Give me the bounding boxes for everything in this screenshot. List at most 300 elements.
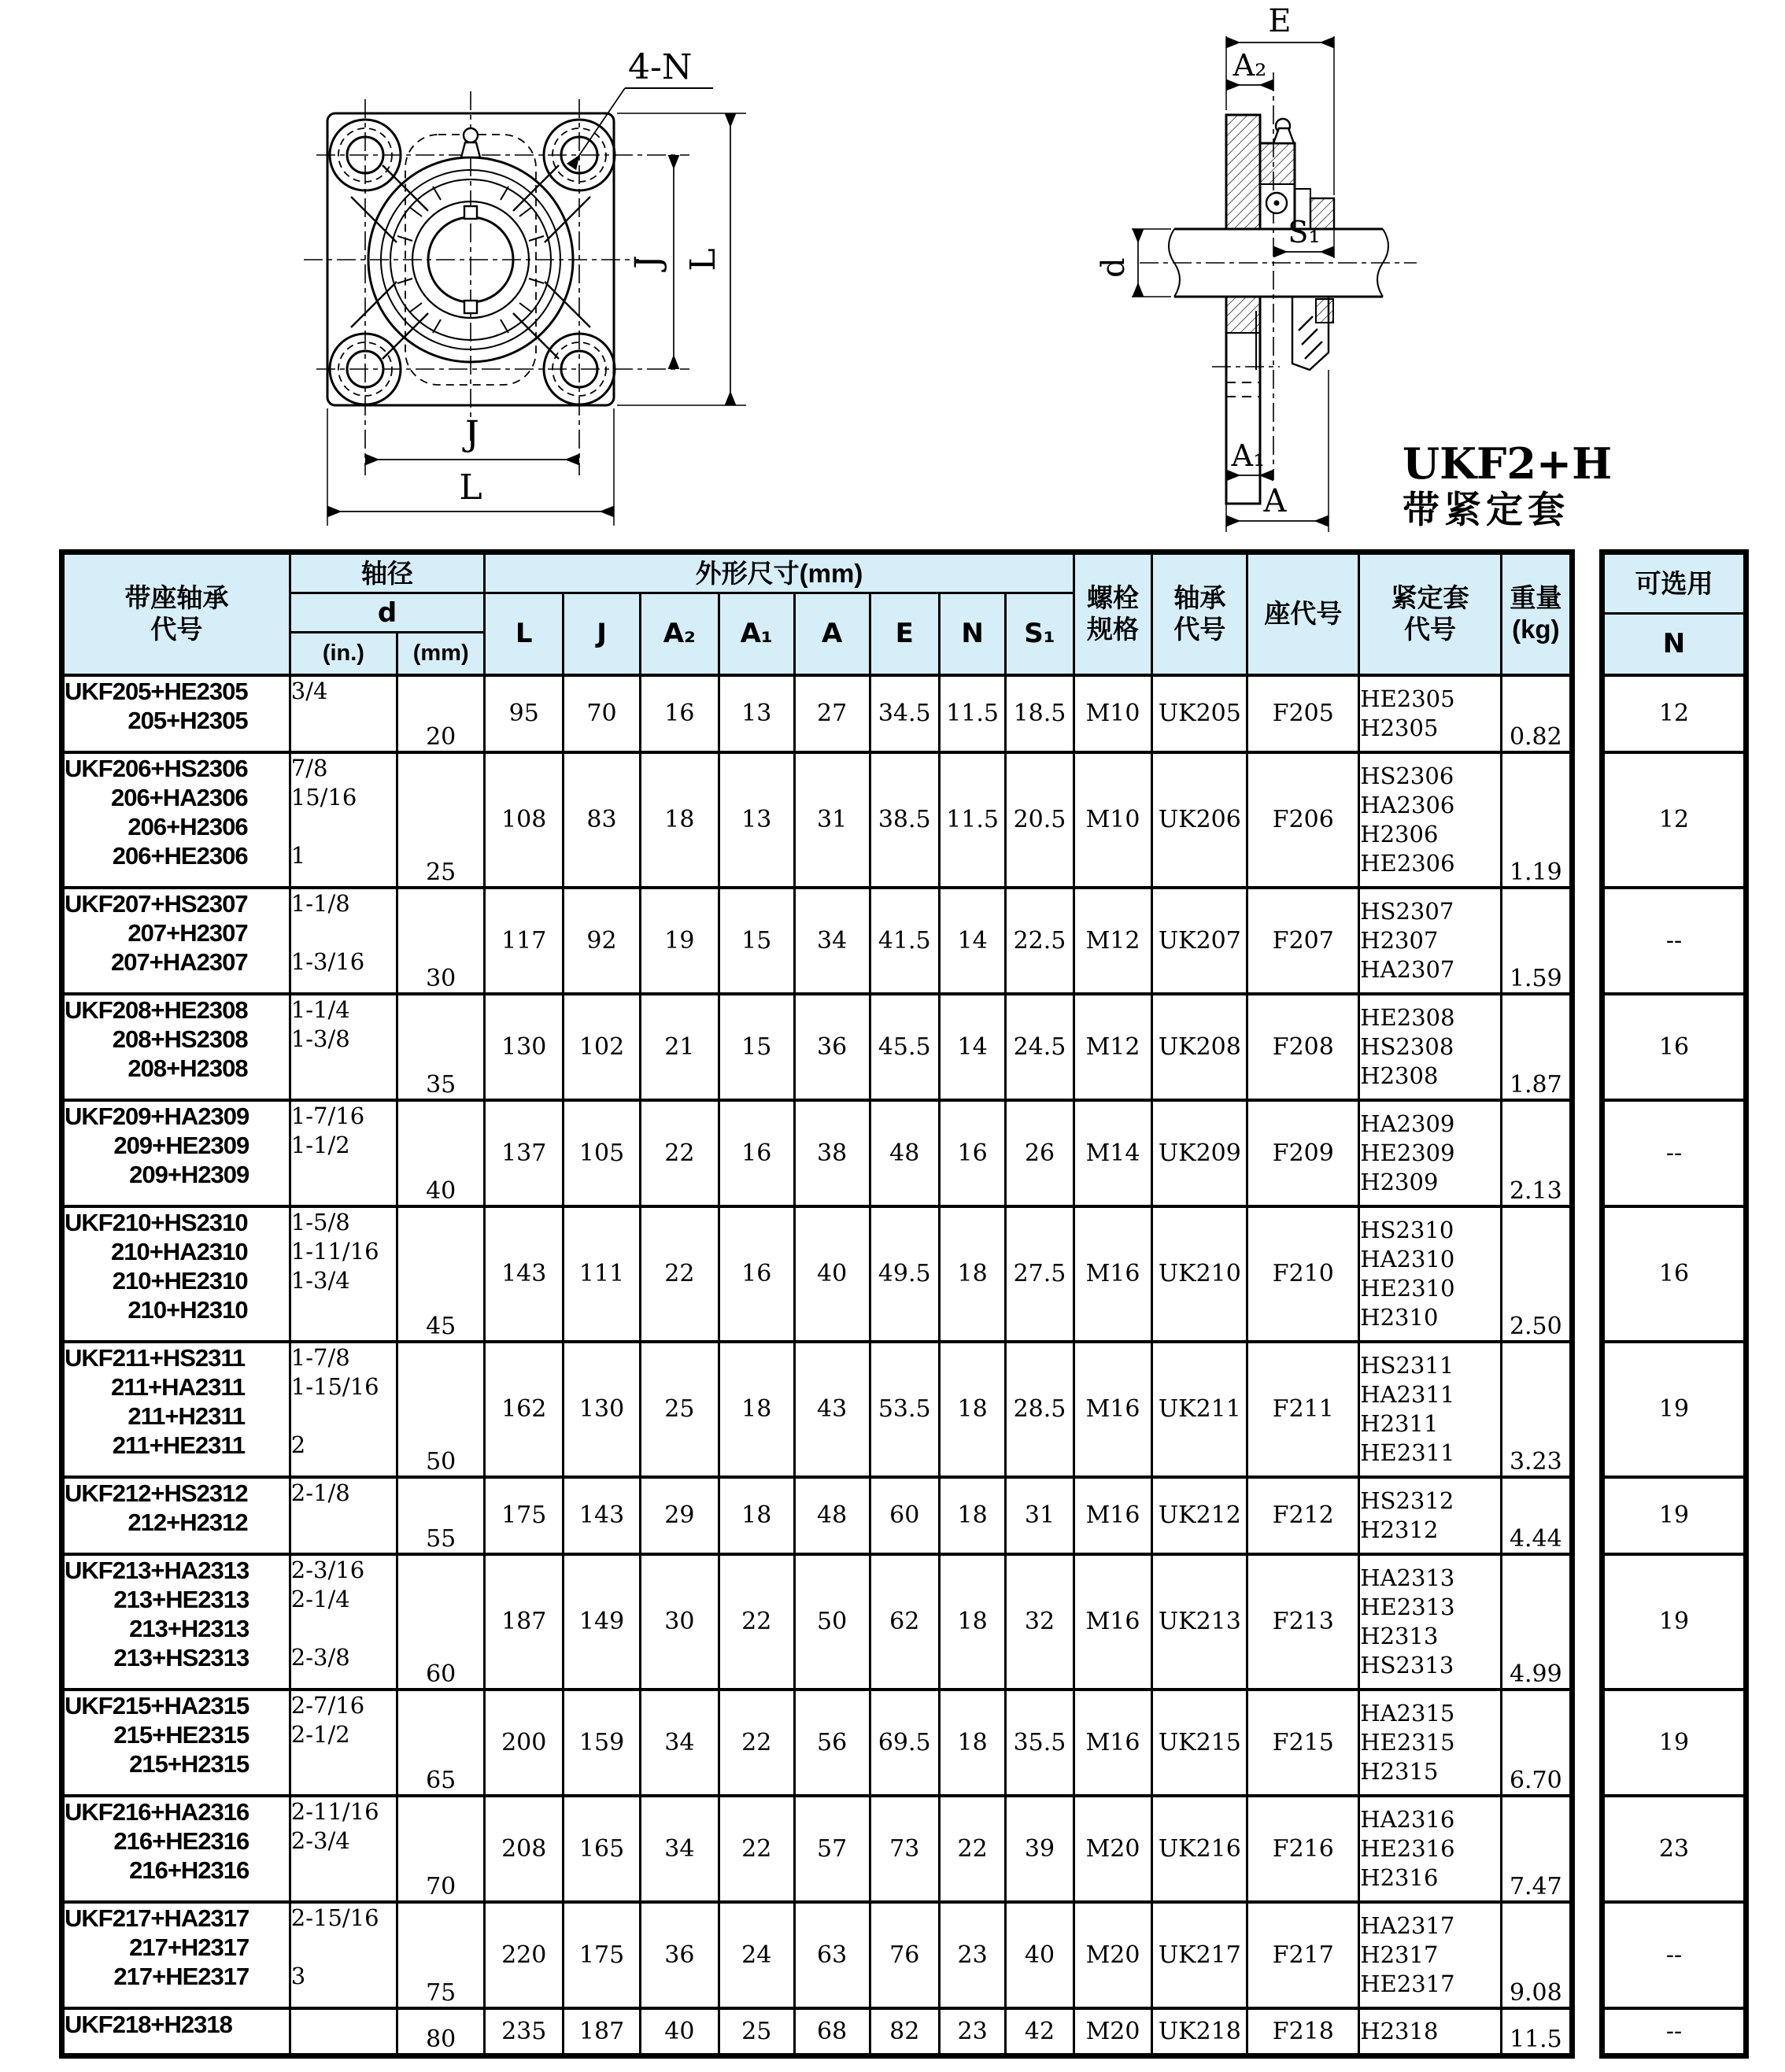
sleeve-line: HE2306 (1360, 849, 1455, 877)
code-line: 208+H2308 (128, 1054, 248, 1082)
dim-A2-value: 29 (640, 1477, 719, 1554)
shaft-diameter-inch (290, 888, 397, 994)
code-line: 211+H2311 (128, 1402, 246, 1430)
code-line: 206+HE2306 (112, 841, 248, 870)
dim-S1-value: 24.5 (1006, 994, 1074, 1100)
sleeve-line: HA2316 (1360, 1805, 1455, 1833)
table-row (62, 2008, 1572, 2056)
dim-L-value: 187 (485, 1554, 564, 1690)
bearing-unit-codes (62, 675, 290, 752)
bearing-unit-codes-lines (65, 1208, 248, 1324)
sleeve-line: HS2306 (1360, 762, 1454, 789)
flange-unit-front-view-drawing (260, 16, 763, 551)
table-body (62, 675, 1572, 2056)
code-line: 216+H2316 (129, 1856, 249, 1884)
inch-line: 1-7/8 (290, 1343, 350, 1371)
sleeve-line: HS2310 (1360, 1216, 1454, 1243)
dim-E-value: 69.5 (870, 1690, 939, 1796)
boss-hatch (1260, 143, 1295, 184)
dim-E-value: 48 (870, 1100, 939, 1206)
dim-A-value: 63 (794, 1902, 870, 2008)
col-header-A2: A₂ (640, 593, 719, 675)
bearing-code: UK211 (1152, 1342, 1247, 1477)
dimension-lines (327, 88, 730, 512)
dim-S1-value: 20.5 (1006, 752, 1074, 888)
optional-table-row (1602, 1796, 1746, 1902)
series-caption-line2: 带紧定套 (1402, 489, 1569, 532)
dim-N-value: 18 (939, 1477, 1005, 1554)
col-header-J: J (564, 593, 641, 675)
shaft-diameter-inch (290, 675, 397, 752)
dim-J-value: 111 (564, 1206, 641, 1342)
shaft-diameter-mm: 65 (397, 1690, 485, 1796)
inch-line: 2-1/4 (290, 1585, 350, 1612)
dim-A-value: 36 (794, 994, 870, 1100)
bearing-code: UK215 (1152, 1690, 1247, 1796)
inch-line: 2 (290, 1431, 306, 1458)
sleeve-codes (1359, 888, 1501, 994)
inch-line (291, 918, 396, 947)
housing-code: F217 (1247, 1902, 1359, 2008)
bolt-size: M20 (1074, 2008, 1152, 2056)
bearing-unit-codes-lines (65, 2010, 232, 2039)
inch-line: 1-1/8 (290, 889, 350, 917)
inch-line: 1-11/16 (290, 1237, 379, 1265)
sleeve-line: HE2305 (1360, 685, 1455, 712)
code-line: UKF217+HA2317 (65, 1904, 249, 1932)
bearing-unit-codes (62, 2008, 290, 2056)
shaft-diameter-mm: 75 (397, 1902, 485, 2008)
code-line: 213+HS2313 (113, 1643, 249, 1671)
bearing-unit-codes-lines (65, 1343, 245, 1460)
optional-table-row (1602, 675, 1746, 752)
table-row (62, 1690, 1572, 1796)
dim-J-value: 130 (564, 1342, 641, 1477)
code-line: UKF207+HS2307 (65, 889, 248, 918)
dim-label-l-right: L (683, 248, 723, 271)
sleeve-line: HA2317 (1360, 1911, 1455, 1939)
col-header-L: L (485, 593, 564, 675)
weight-value: 6.70 (1501, 1690, 1572, 1796)
col-header-d: d (290, 593, 485, 633)
dim-S1-value: 26 (1006, 1100, 1074, 1206)
sleeve-line: H2315 (1360, 1757, 1439, 1785)
dim-N-value: 22 (939, 1796, 1005, 1902)
bolt-size: M12 (1074, 994, 1152, 1100)
dim-S1-value: 40 (1006, 1902, 1074, 2008)
code-line: 215+HE2315 (113, 1720, 249, 1749)
sleeve-line: HA2306 (1360, 791, 1455, 818)
sleeve-line: HA2315 (1360, 1699, 1455, 1727)
code-line: 211+HE2311 (112, 1431, 246, 1459)
inch-line: 2-11/16 (290, 1797, 379, 1825)
bolt-size: M12 (1074, 888, 1152, 994)
inch-line: 3/4 (290, 677, 328, 704)
sleeve-codes (1359, 2008, 1501, 2056)
bearing-code: UK208 (1152, 994, 1247, 1100)
col-header-N: N (939, 593, 1005, 675)
dim-L-value: 162 (485, 1342, 564, 1477)
bearing-unit-codes-lines (65, 1904, 249, 1991)
dim-A-value: 48 (794, 1477, 870, 1554)
bearing-unit-codes-lines (65, 754, 248, 870)
dim-A-value: 50 (794, 1554, 870, 1690)
flange-unit-section-view-drawing (1086, 8, 1731, 543)
dim-J-value: 159 (564, 1690, 641, 1796)
shaft-diameter-mm: 40 (397, 1100, 485, 1206)
col-header-bearing-code: 轴承 代号 (1152, 552, 1247, 675)
optional-n-value: 19 (1602, 1554, 1746, 1690)
code-line: 207+H2307 (128, 918, 248, 947)
shaft-diameter-mm: 30 (397, 888, 485, 994)
optional-table-body (1602, 675, 1746, 2056)
optional-table-row (1602, 1342, 1746, 1477)
code-line: UKF213+HA2313 (65, 1556, 249, 1584)
weight-value: 1.19 (1501, 752, 1572, 888)
spec-tables (59, 549, 1749, 2059)
shaft-diameter-inch (290, 1902, 397, 2008)
sleeve-codes (1359, 1902, 1501, 2008)
bearing-unit-codes-lines (65, 1691, 249, 1778)
dim-E-value: 73 (870, 1796, 939, 1902)
optional-table-row (1602, 1902, 1746, 2008)
dim-L-value: 200 (485, 1690, 564, 1796)
sleeve-codes (1359, 1796, 1501, 1902)
bearing-unit-codes-lines (65, 677, 248, 735)
shaft-diameter-inch (290, 1690, 397, 1796)
bearing-unit-codes (62, 1554, 290, 1690)
inch-line (291, 1614, 396, 1643)
dim-A1-value: 22 (719, 1690, 794, 1796)
optional-table-row (1602, 1554, 1746, 1690)
dim-A2-value: 40 (640, 2008, 719, 2056)
inch-line: 2-3/8 (290, 1643, 350, 1671)
dim-E-value: 45.5 (870, 994, 939, 1100)
code-line: 206+HA2306 (111, 783, 248, 811)
col-header-S1: S₁ (1006, 593, 1074, 675)
inch-line: 2-7/16 (290, 1691, 365, 1719)
dim-L-value: 220 (485, 1902, 564, 2008)
weight-value: 11.5 (1501, 2008, 1572, 2056)
code-line: UKF215+HA2315 (65, 1691, 249, 1719)
dim-A1-value: 16 (719, 1206, 794, 1342)
dim-S1-value: 18.5 (1006, 675, 1074, 752)
weight-value: 2.50 (1501, 1206, 1572, 1342)
dim-N-value: 18 (939, 1554, 1005, 1690)
sleeve-codes (1359, 1342, 1501, 1477)
bearing-unit-codes (62, 1206, 290, 1342)
sleeve-line: H2312 (1360, 1516, 1439, 1543)
dim-A2-value: 21 (640, 994, 719, 1100)
dim-L-value: 137 (485, 1100, 564, 1206)
code-line: 205+H2305 (128, 706, 248, 734)
table-header (62, 552, 1572, 675)
shaft-diameter-mm: 20 (397, 675, 485, 752)
inch-line: 1-1/4 (290, 995, 350, 1023)
table-row (62, 1100, 1572, 1206)
bearing-unit-codes-lines (65, 1556, 249, 1672)
col-header-E: E (870, 593, 939, 675)
dim-A1-value: 24 (719, 1902, 794, 2008)
housing-code: F206 (1247, 752, 1359, 888)
dim-N-value: 23 (939, 2008, 1005, 2056)
shaft-diameter-mm: 80 (397, 2008, 485, 2056)
inch-line: 1-1/2 (290, 1131, 350, 1158)
sleeve-line: HE2309 (1360, 1139, 1455, 1166)
bearing-unit-codes-lines (65, 1102, 249, 1189)
optional-n-value: 19 (1602, 1477, 1746, 1554)
dim-label-s1: S₁ (1288, 215, 1321, 249)
dim-J-value: 175 (564, 1902, 641, 2008)
inch-line: 1-5/8 (290, 1208, 350, 1235)
ball-center (1274, 201, 1280, 206)
inch-line: 2-1/8 (290, 1479, 350, 1506)
housing-code: F207 (1247, 888, 1359, 994)
inch-line: 1-7/16 (290, 1102, 365, 1129)
code-line: 216+HE2316 (113, 1826, 249, 1855)
dim-J-value: 187 (564, 2008, 641, 2056)
weight-value: 0.82 (1501, 675, 1572, 752)
dim-A-value: 56 (794, 1690, 870, 1796)
dim-J-value: 92 (564, 888, 641, 994)
dim-A2-value: 19 (640, 888, 719, 994)
bearing-unit-codes (62, 888, 290, 994)
bearing-code: UK209 (1152, 1100, 1247, 1206)
dim-A-value: 40 (794, 1206, 870, 1342)
dim-N-value: 23 (939, 1902, 1005, 2008)
dim-A1-value: 25 (719, 2008, 794, 2056)
table-row (62, 888, 1572, 994)
bearing-code: UK207 (1152, 888, 1247, 994)
shaft-diameter-mm: 35 (397, 994, 485, 1100)
code-line: 213+H2313 (129, 1614, 249, 1642)
shaft-diameter-mm: 45 (397, 1206, 485, 1342)
shaft-diameter-mm: 25 (397, 752, 485, 888)
dim-J-value: 149 (564, 1554, 641, 1690)
shaft-diameter-mm: 50 (397, 1342, 485, 1477)
col-header-shaft-diameter: 轴径 (290, 552, 485, 593)
weight-value: 1.59 (1501, 888, 1572, 994)
col-header-sleeve-code: 紧定套 代号 (1359, 552, 1501, 675)
dim-L-value: 235 (485, 2008, 564, 2056)
dim-A2-value: 34 (640, 1796, 719, 1902)
dim-A-value: 68 (794, 2008, 870, 2056)
bolt-size: M14 (1074, 1100, 1152, 1206)
sleeve-line: HE2315 (1360, 1728, 1455, 1756)
code-line: 211+HA2311 (111, 1372, 246, 1401)
dim-A1-value: 15 (719, 888, 794, 994)
col-header-inch: (in.) (290, 633, 397, 675)
sleeve-line: HA2307 (1360, 955, 1455, 983)
code-line: UKF210+HS2310 (65, 1208, 248, 1236)
col-header-mm: (mm) (397, 633, 485, 675)
dim-S1-value: 39 (1006, 1796, 1074, 1902)
optional-n-table (1599, 549, 1749, 2059)
inch-line: 1 (290, 841, 306, 869)
bolt-size: M16 (1074, 1342, 1152, 1477)
bearing-code: UK217 (1152, 1902, 1247, 2008)
bolt-size: M10 (1074, 675, 1152, 752)
shaft-diameter-mm: 60 (397, 1554, 485, 1690)
weight-value: 1.87 (1501, 994, 1572, 1100)
dim-A1-value: 18 (719, 1342, 794, 1477)
table-row (62, 1342, 1572, 1477)
sleeve-line: HA2309 (1360, 1110, 1455, 1137)
col-header-unit-code: 带座轴承 代号 (62, 552, 290, 675)
dim-label-j-bottom: J (465, 414, 479, 454)
shaft-diameter-inch (290, 1206, 397, 1342)
sleeve-line: HE2310 (1360, 1274, 1455, 1302)
dim-N-value: 11.5 (939, 675, 1005, 752)
dim-S1-value: 22.5 (1006, 888, 1074, 994)
bearing-code: UK210 (1152, 1206, 1247, 1342)
inch-line: 15/16 (290, 783, 357, 811)
bearing-unit-codes (62, 1796, 290, 1902)
dim-A2-value: 30 (640, 1554, 719, 1690)
keyway-tab-top (464, 206, 477, 219)
optional-table-row (1602, 1477, 1746, 1554)
code-line: 213+HE2313 (113, 1585, 249, 1613)
optional-table-header (1602, 552, 1746, 675)
dim-E-value: 82 (870, 2008, 939, 2056)
table-row (62, 994, 1572, 1100)
bolt-size: M20 (1074, 1902, 1152, 2008)
table-row (62, 752, 1572, 888)
shaft-diameter-inch (290, 1100, 397, 1206)
shaft-diameter-inch (290, 1554, 397, 1690)
grease-fitting (1273, 119, 1294, 143)
housing-code: F209 (1247, 1100, 1359, 1206)
dim-label-j-right: J (628, 255, 668, 269)
dim-N-value: 14 (939, 994, 1005, 1100)
shaft-diameter-mm: 70 (397, 1796, 485, 1902)
code-line: 217+H2317 (129, 1933, 249, 1961)
housing-code: F213 (1247, 1554, 1359, 1690)
table-row (62, 1902, 1572, 2008)
dim-N-value: 18 (939, 1342, 1005, 1477)
adapter-sleeve-nut (1292, 297, 1333, 370)
housing-code: F218 (1247, 2008, 1359, 2056)
dim-E-value: 60 (870, 1477, 939, 1554)
dim-A-value: 38 (794, 1100, 870, 1206)
inch-line: 2-3/4 (290, 1826, 350, 1854)
dim-label-a: A (1263, 483, 1287, 519)
sleeve-line: HS2307 (1360, 897, 1454, 925)
dim-label-e: E (1268, 8, 1292, 39)
optional-n-value: 19 (1602, 1342, 1746, 1477)
dim-S1-value: 35.5 (1006, 1690, 1074, 1796)
inch-line: 2-15/16 (290, 1904, 379, 1931)
sleeve-codes (1359, 1690, 1501, 1796)
series-caption-line1: UKF2+H (1402, 438, 1613, 489)
sleeve-line: H2306 (1360, 820, 1439, 848)
dim-A-value: 57 (794, 1796, 870, 1902)
bearing-code: UK213 (1152, 1554, 1247, 1690)
optional-n-value: 23 (1602, 1796, 1746, 1902)
dim-E-value: 41.5 (870, 888, 939, 994)
sleeve-line: H2317 (1360, 1941, 1439, 1968)
optional-n-value: 12 (1602, 752, 1746, 888)
dim-A2-value: 25 (640, 1342, 719, 1477)
dim-J-value: 102 (564, 994, 641, 1100)
shaft-diameter-inch (290, 1477, 397, 1554)
dim-S1-value: 28.5 (1006, 1342, 1074, 1477)
sleeve-line: H2311 (1360, 1409, 1439, 1437)
inch-line: 1-3/16 (290, 947, 365, 975)
bearing-unit-codes (62, 1342, 290, 1477)
inch-line: 3 (290, 1962, 306, 1989)
bearing-unit-codes (62, 1100, 290, 1206)
sleeve-codes (1359, 1554, 1501, 1690)
inch-line: 2-3/16 (290, 1556, 365, 1583)
dim-S1-value: 32 (1006, 1554, 1074, 1690)
sleeve-line: HE2311 (1360, 1439, 1455, 1466)
sleeve-line: HS2313 (1360, 1651, 1454, 1679)
bolt-size: M16 (1074, 1690, 1152, 1796)
bearing-unit-codes (62, 752, 290, 888)
bolt-size: M16 (1074, 1554, 1152, 1690)
dim-J-value: 70 (564, 675, 641, 752)
code-line: 206+H2306 (128, 812, 248, 840)
sleeve-line: HS2312 (1360, 1487, 1454, 1514)
dim-A1-value: 18 (719, 1477, 794, 1554)
sleeve-line: H2309 (1360, 1168, 1439, 1195)
weight-value: 7.47 (1501, 1796, 1572, 1902)
dim-label-a1: A₁ (1231, 438, 1266, 473)
dim-A1-value: 16 (719, 1100, 794, 1206)
table-row (62, 1554, 1572, 1690)
inch-line (291, 1402, 396, 1431)
housing-code: F205 (1247, 675, 1359, 752)
col-header-A: A (794, 593, 870, 675)
bearing-unit-codes (62, 1902, 290, 2008)
dim-J-value: 165 (564, 1796, 641, 1902)
housing-code: F212 (1247, 1477, 1359, 1554)
sleeve-line: H2318 (1360, 2017, 1439, 2044)
sleeve-codes (1359, 752, 1501, 888)
sleeve-line: H2316 (1360, 1863, 1439, 1891)
dim-E-value: 76 (870, 1902, 939, 2008)
optional-n-value: 19 (1602, 1690, 1746, 1796)
sleeve-line: H2307 (1360, 926, 1439, 954)
centerlines (304, 91, 689, 475)
optional-table-row (1602, 888, 1746, 994)
dim-A2-value: 22 (640, 1206, 719, 1342)
dim-L-value: 117 (485, 888, 564, 994)
dim-A-value: 27 (794, 675, 870, 752)
dim-N-value: 18 (939, 1206, 1005, 1342)
inch-line: 2-1/2 (290, 1720, 350, 1748)
optional-n-value: -- (1602, 2008, 1746, 2056)
table-row (62, 1477, 1572, 1554)
optional-n-value: 12 (1602, 675, 1746, 752)
code-line: 210+HE2310 (112, 1266, 248, 1295)
housing-code: F215 (1247, 1690, 1359, 1796)
dim-E-value: 34.5 (870, 675, 939, 752)
col-header-bolt-size: 螺栓 规格 (1074, 552, 1152, 675)
sleeve-line: HE2317 (1360, 1970, 1455, 1997)
col-header-optional-n: N (1602, 614, 1746, 675)
bearing-unit-codes-lines (65, 889, 248, 977)
col-header-housing-code: 座代号 (1247, 552, 1359, 675)
grease-fitting (461, 128, 480, 157)
sleeve-codes (1359, 675, 1501, 752)
optional-n-value: -- (1602, 888, 1746, 994)
dim-label-d: d (1096, 257, 1132, 278)
sleeve-codes (1359, 1100, 1501, 1206)
weight-value: 2.13 (1501, 1100, 1572, 1206)
bearing-code: UK205 (1152, 675, 1247, 752)
